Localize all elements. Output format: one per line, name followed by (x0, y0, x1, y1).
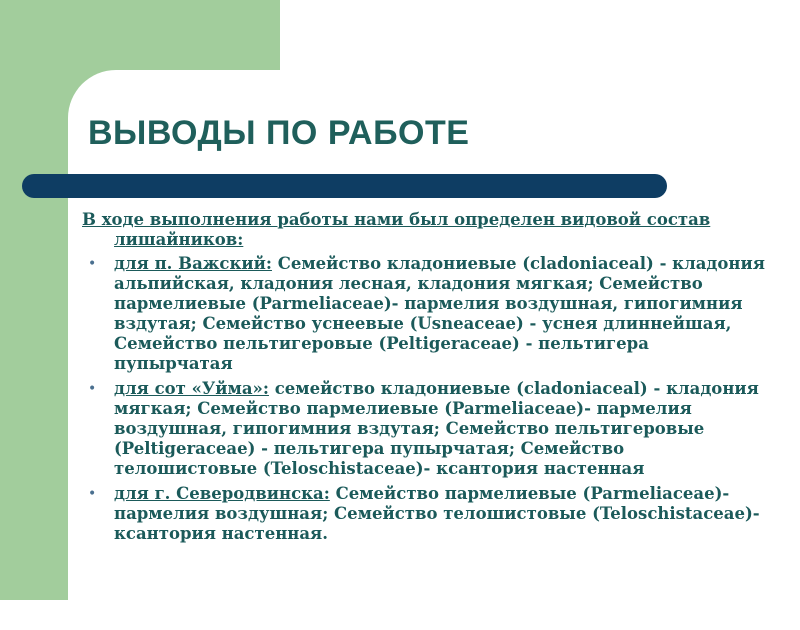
bullet-icon: • (88, 381, 97, 397)
species-description: Семейство кладониевые (cladoniaceal) - кладония альпийская, кладония лесная, кладония мягкая; Семейство пармелиевые (Parmeliaceae)- пармелия воздушная, гипогимния вздутая; Семейство уснеевые (Usneaceae) - уснея длиннейшая, Семейство пельтигеровые (Peltigeraceae) - пельтигера пупырчатая (114, 254, 765, 373)
slide-body (82, 210, 772, 549)
location-label: для г. Северодвинска: (114, 484, 330, 503)
list-item (82, 379, 772, 479)
bullet-icon: • (88, 486, 97, 502)
location-label: для сот «Уйма»: (114, 379, 269, 398)
species-description: семейство кладониевые (cladoniaceal) - кладония мягкая; Семейство пармелиевые (Parmeliaceae)- пармелия воздушная, гипогимния вздутая; Семейство пельтигеровые (Peltigeraceae) - пельтигера пупырчатая; Семейство телошистовые (Teloschistaceae)- ксантория настенная (114, 379, 759, 478)
species-description: Семейство пармелиевые (Parmeliaceae)- пармелия воздушная; Семейство телошистовые (Teloschistaceae)- ксантория настенная. (114, 484, 760, 543)
list-item (82, 254, 772, 374)
list-item (82, 484, 772, 544)
slide-title: ВЫВОДЫ ПО РАБОТЕ (88, 114, 470, 152)
intro-text: В ходе выполнения работы нами был определен видовой состав лишайников: (82, 210, 711, 249)
location-label: для п. Важский: (114, 254, 272, 273)
bullet-icon: • (88, 256, 97, 272)
title-divider-bar (22, 174, 667, 198)
findings-list (82, 254, 772, 544)
